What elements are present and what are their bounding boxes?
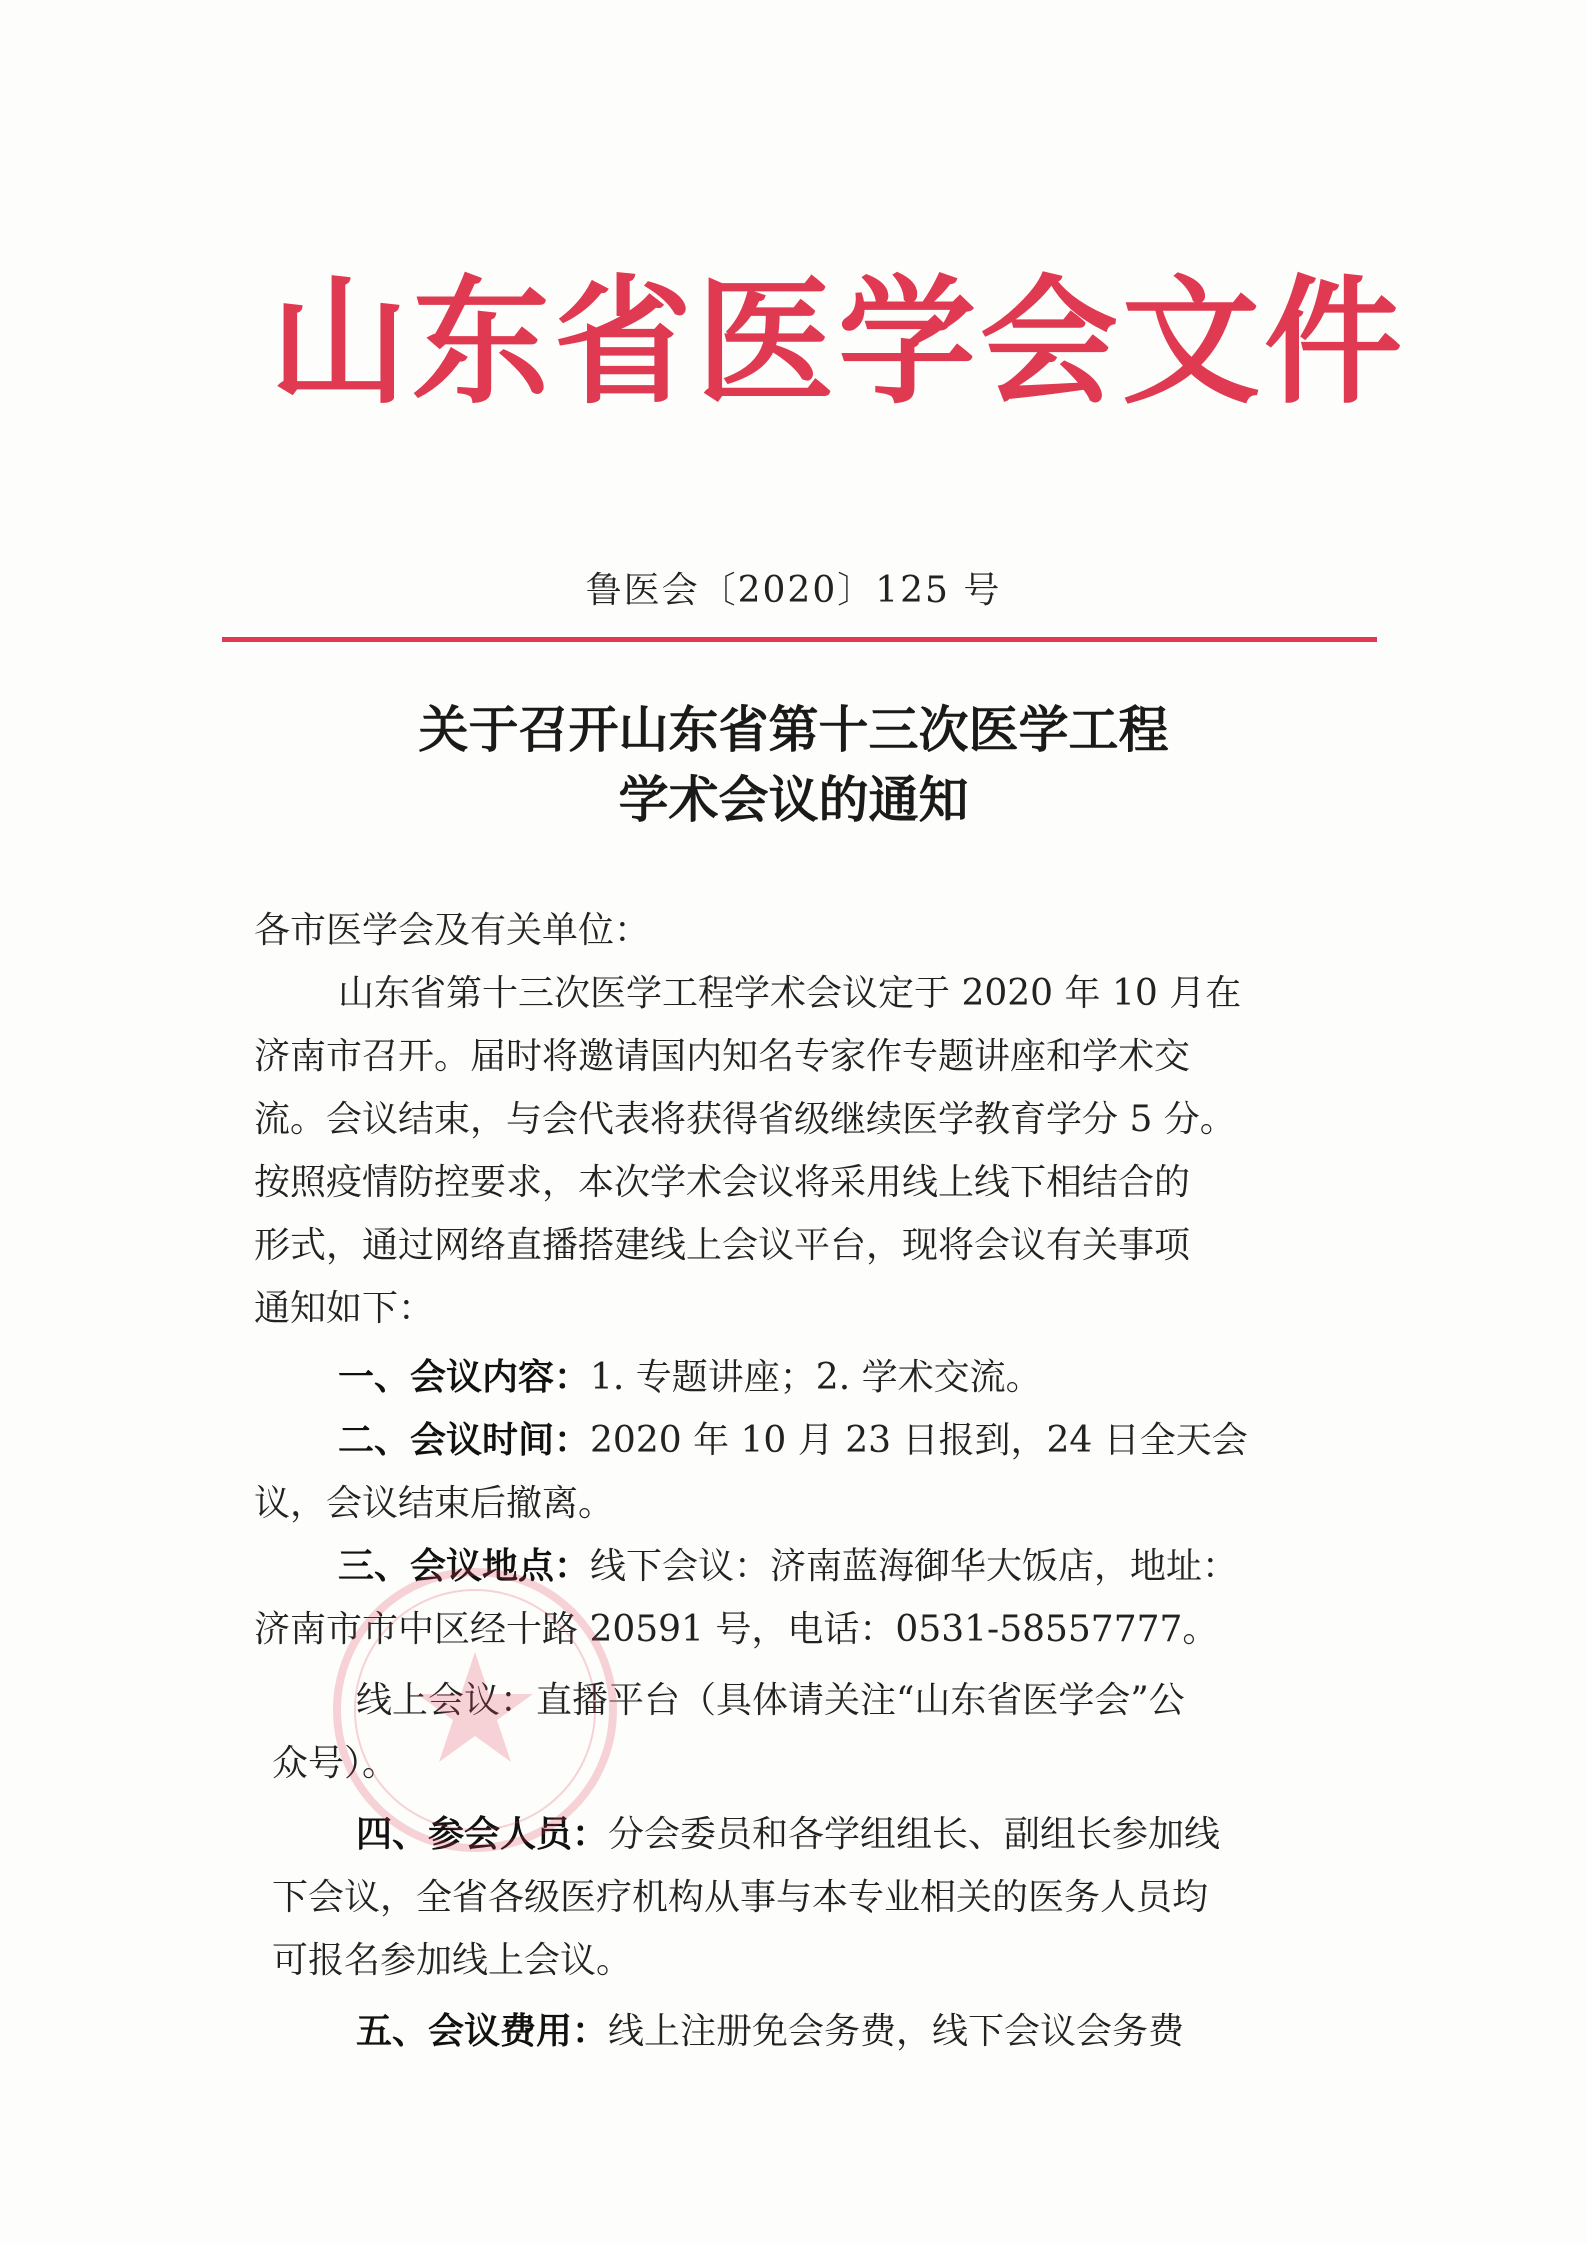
intro-line-2: 济南市召开。届时将邀请国内知名专家作专题讲座和学术交 xyxy=(254,1036,1191,1077)
section-5-text: 线上注册免会务费，线下会议会务费 xyxy=(608,2011,1185,2052)
section-4-continuation-1: 下会议，全省各级医疗机构从事与本专业相关的医务人员均 xyxy=(272,1877,1209,1918)
notice-title-line-1: 关于召开山东省第十三次医学工程 xyxy=(418,700,1169,759)
notice-title-line-2: 学术会议的通知 xyxy=(618,770,969,829)
red-divider xyxy=(222,637,1377,642)
section-5-fees xyxy=(356,2000,1184,2064)
section-1-text: 1. 专题讲座；2. 学术交流。 xyxy=(590,1357,1042,1398)
intro-line-1: 山东省第十三次医学工程学术会议定于 2020 年 10 月在 xyxy=(338,973,1242,1014)
masthead-title: 山东省医学会文件 xyxy=(270,262,1407,423)
section-2-time xyxy=(338,1409,1248,1473)
section-5-label: 五、会议费用： xyxy=(356,2011,609,2052)
section-3-text: 线下会议：济南蓝海御华大饭店，地址： xyxy=(590,1546,1239,1587)
section-4-continuation-2: 可报名参加线上会议。 xyxy=(272,1940,633,1981)
section-3-address: 济南市市中区经十路 20591 号，电话：0531-58557777。 xyxy=(254,1609,1219,1650)
section-1-label: 一、会议内容： xyxy=(338,1357,591,1398)
section-2-continuation: 议，会议结束后撤离。 xyxy=(254,1483,615,1524)
section-2-text: 2020 年 10 月 23 日报到，24 日全天会 xyxy=(590,1420,1248,1461)
intro-line-5: 形式，通过网络直播搭建线上会议平台，现将会议有关事项 xyxy=(254,1225,1191,1266)
intro-line-4: 按照疫情防控要求，本次学术会议将采用线上线下相结合的 xyxy=(254,1162,1191,1203)
section-1-content xyxy=(338,1346,1042,1410)
intro-line-6: 通知如下： xyxy=(254,1288,435,1329)
section-3-label: 三、会议地点： xyxy=(338,1546,591,1587)
salutation: 各市医学会及有关单位： xyxy=(254,910,651,951)
section-4-text: 分会委员和各学组组长、副组长参加线 xyxy=(608,1814,1221,1855)
section-3-online-line-1: 线上会议：直播平台（具体请关注“山东省医学会”公 xyxy=(356,1680,1185,1721)
official-seal-icon xyxy=(325,1560,625,1860)
intro-line-3: 流。会议结束，与会代表将获得省级继续医学教育学分 5 分。 xyxy=(254,1099,1236,1140)
section-3-online-line-2: 众号）。 xyxy=(272,1743,399,1784)
section-2-label: 二、会议时间： xyxy=(338,1420,591,1461)
document-number: 鲁医会〔2020〕125 号 xyxy=(585,570,1002,611)
section-4-label: 四、参会人员： xyxy=(356,1814,609,1855)
